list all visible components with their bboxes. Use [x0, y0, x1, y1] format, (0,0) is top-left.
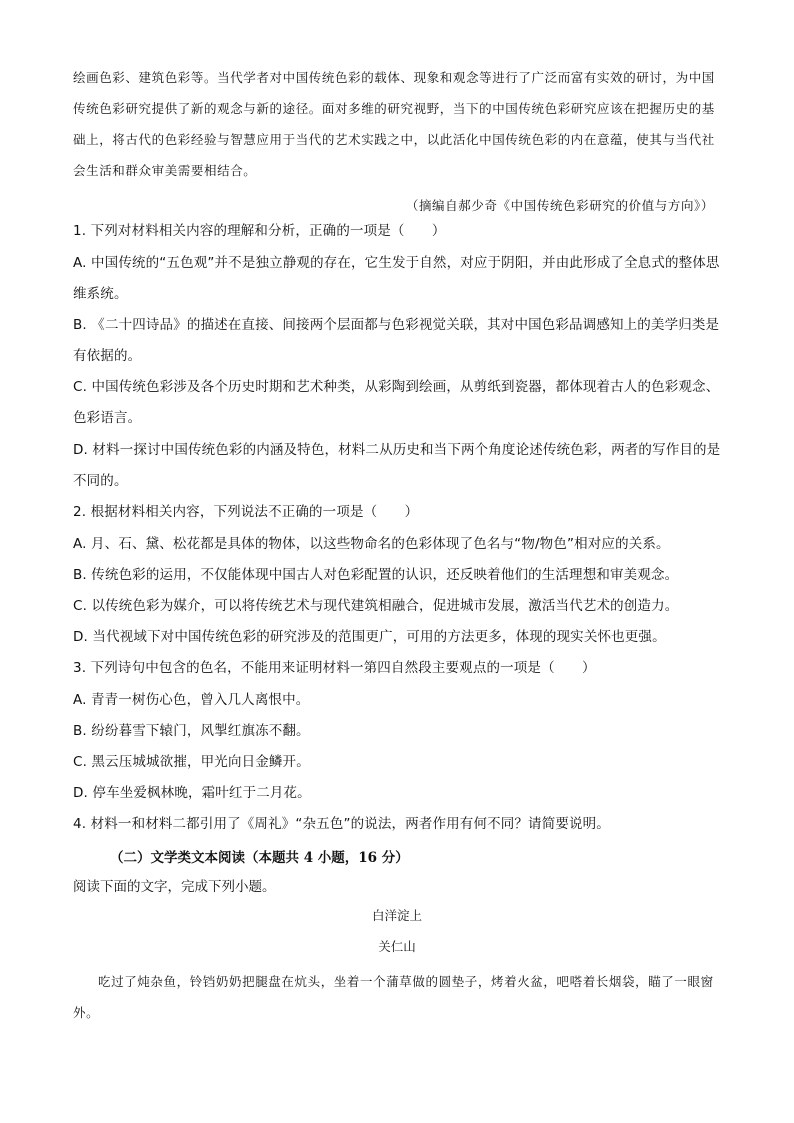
question-2-stem: 2. 根据材料相关内容，下列说法不正确的一项是（ ）	[73, 504, 419, 520]
question-4-stem: 4. 材料一和材料二都引用了《周礼》“杂五色”的说法，两者作用有何不同？请简要说明。	[73, 816, 610, 832]
question-3-stem: 3. 下列诗句中包含的色名，不能用来证明材料一第四自然段主要观点的一项是（ ）	[73, 660, 596, 676]
material-paragraph: 绘画色彩、建筑色彩等。当代学者对中国传统色彩的载体、现象和观念等进行了广泛而富有实效的研讨，为中国传统色彩研究提供了新的观念与新的途径。面对多维的研究视野，当下的中国传统色彩研究应该在把握历史的基础上，将古代的色彩经验与智慧应用于当代的艺术实践之中，以此活化中国传统色彩的内在意蕴，使其与当代社会生活和群众审美需要相结合。	[73, 70, 715, 178]
question-1-option-a: A. 中国传统的“五色观”并不是独立静观的存在，它生发于自然，对应于阴阳，并由此形成了全息式的整体思维系统。	[73, 255, 720, 302]
story-title: 白洋淀上	[371, 908, 422, 923]
question-2-option-c: C. 以传统色彩为媒介，可以将传统艺术与现代建筑相融合，促进城市发展，激活当代艺术的创造力。	[73, 598, 679, 614]
question-3-option-d: D. 停车坐爱枫林晚，霜叶红于二月花。	[73, 785, 311, 801]
question-1-option-d: D. 材料一探讨中国传统色彩的内涵及特色，材料二从历史和当下两个角度论述传统色彩，两者的写作目的是不同的。	[73, 442, 721, 489]
question-3-option-c: C. 黑云压城城欲摧，甲光向日金鳞开。	[73, 754, 310, 770]
question-1-option-b: B. 《二十四诗品》的描述在直接、间接两个层面都与色彩视觉关联，其对中国色彩品调感知上的美学归类是有依据的。	[73, 317, 720, 364]
material-source-citation: （摘编自郝少奇《中国传统色彩研究的价值与方向》）	[405, 198, 714, 213]
story-author: 关仁山	[378, 939, 416, 954]
question-2-option-b: B. 传统色彩的运用，不仅能体现中国古人对色彩配置的认识，还反映着他们的生活理想和审美观念。	[73, 567, 679, 583]
section-heading: （二）文学类文本阅读（本题共 4 小题，16 分）	[110, 850, 409, 866]
question-3-option-b: B. 纷纷暮雪下辕门，风掣红旗冻不翻。	[73, 723, 310, 739]
question-2-option-a: A. 月、石、黛、松花都是具体的物体，以这些物命名的色彩体现了色名与“物/物色”相对应的关系。	[73, 536, 670, 552]
story-opening-paragraph: 吃过了炖杂鱼，铃铛奶奶把腿盘在炕头，坐着一个蒲草做的圆垫子，烤着火盆，吧嗒着长烟袋，瞄了一眼窗外。	[73, 974, 714, 1020]
section-instruction: 阅读下面的文字，完成下列小题。	[73, 879, 276, 895]
question-2-option-d: D. 当代视域下对中国传统色彩的研究涉及的范围更广，可用的方法更多，体现的现实关怀也更强。	[73, 629, 666, 645]
question-1-option-c: C. 中国传统色彩涉及各个历史时期和艺术种类，从彩陶到绘画，从剪纸到瓷器，都体现着古人的色彩观念、色彩语言。	[73, 379, 720, 426]
question-1-stem: 1. 下列对材料相关内容的理解和分析，正确的一项是（ ）	[73, 223, 446, 239]
question-3-option-a: A. 青青一树伤心色，曾入几人离恨中。	[73, 692, 310, 708]
